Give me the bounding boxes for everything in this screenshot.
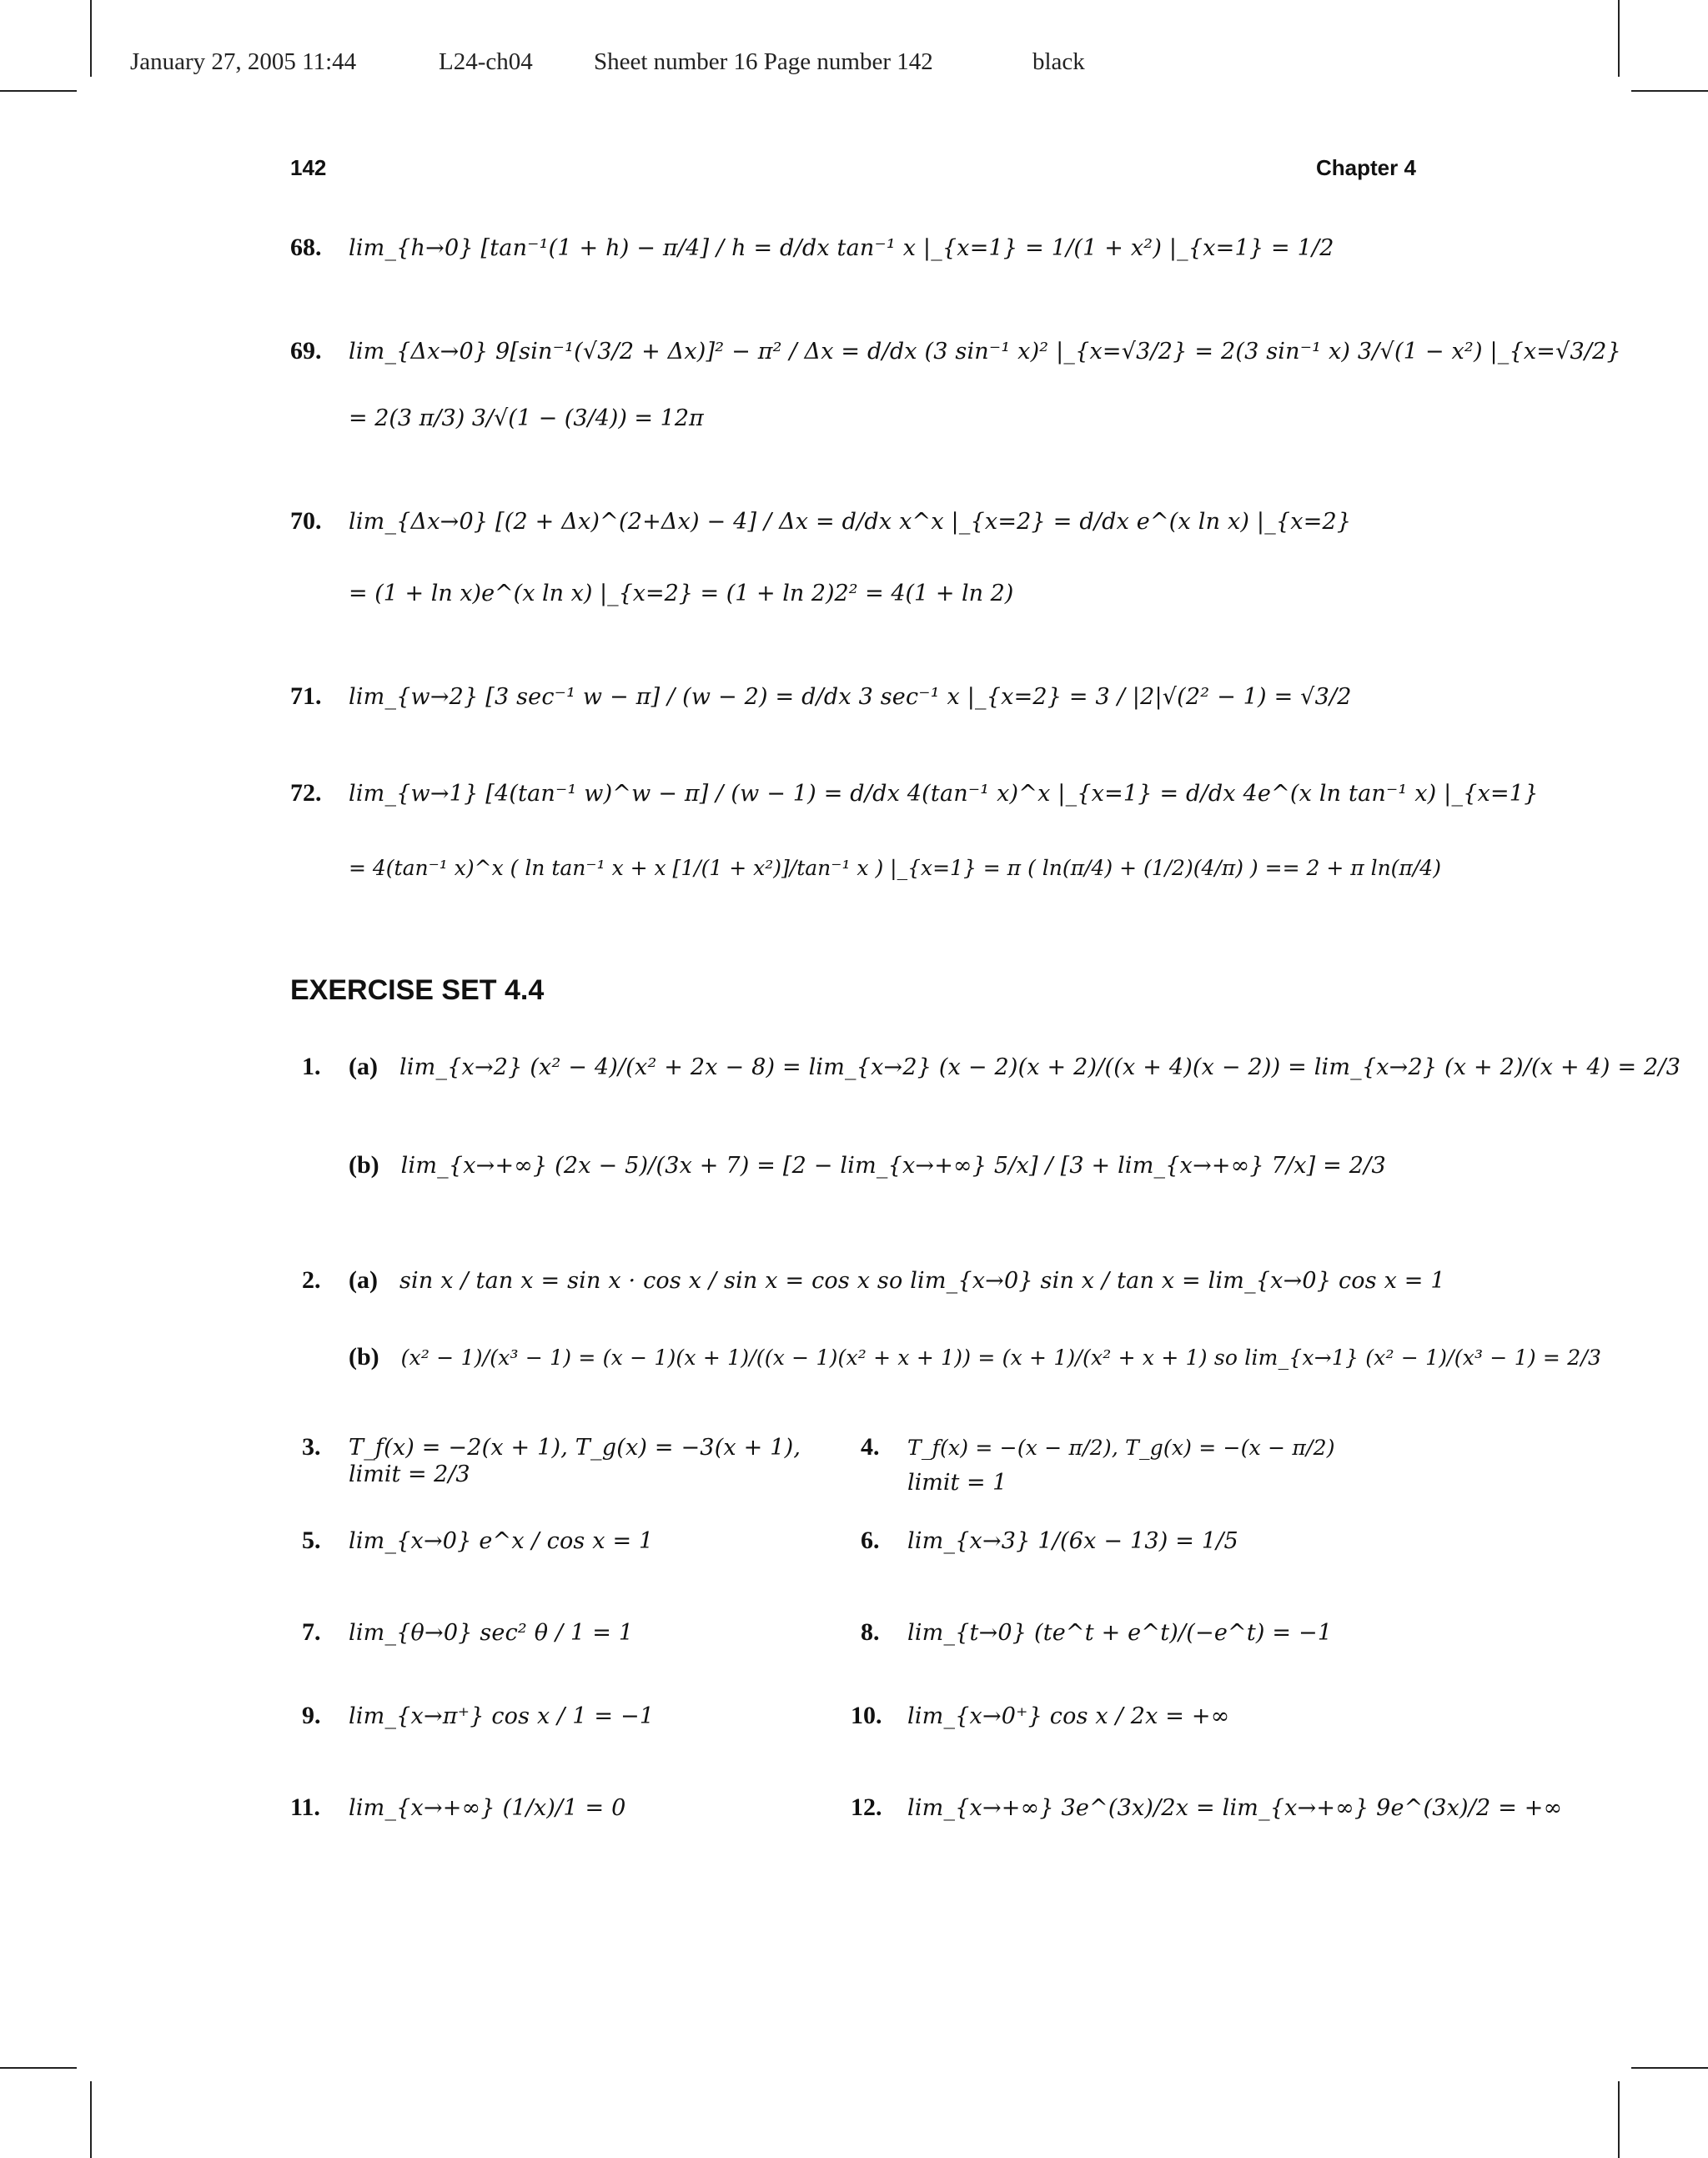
crop-mark	[1631, 2067, 1708, 2069]
exercise-expression: lim_{x→+∞} (1/x)/1 = 0	[349, 1794, 626, 1821]
problem-number: 72.	[290, 779, 322, 807]
exercise-number: 8.	[861, 1618, 880, 1646]
exercise-11	[290, 1793, 626, 1822]
exercise-6	[861, 1527, 1238, 1555]
page-number: 142	[290, 155, 327, 180]
exercise-expression: T_f(x) = −2(x + 1), T_g(x) = −3(x + 1),	[349, 1434, 801, 1461]
crop-mark	[1631, 90, 1708, 92]
exercise-5	[302, 1527, 653, 1555]
exercise-expression: lim_{x→+∞} (2x − 5)/(3x + 7) = [2 − lim_{x→+∞} 5/x] / [3 + lim_{x→+∞} 7/x] = 2/3	[400, 1152, 1386, 1179]
exercise-number: 4.	[861, 1433, 880, 1461]
exercise-3-continuation: limit = 2/3	[349, 1461, 470, 1487]
exercise-expression: lim_{x→π⁺} cos x / 1 = −1	[349, 1703, 655, 1729]
part-label: (a)	[349, 1053, 378, 1080]
exercise-number: 7.	[302, 1618, 321, 1646]
crop-mark	[1618, 0, 1620, 77]
problem-71	[290, 682, 1352, 711]
exercise-expression: sin x / tan x = sin x · cos x / sin x = cos x so lim_{x→0} sin x / tan x = lim_{x→0} cos x = 1	[399, 1267, 1445, 1294]
part-label: (b)	[349, 1151, 379, 1179]
problem-68	[290, 234, 1334, 262]
exercise-12	[851, 1793, 1562, 1822]
crop-mark	[0, 2067, 77, 2069]
problem-number: 68.	[290, 234, 322, 261]
exercise-4-continuation: limit = 1	[907, 1470, 1007, 1496]
exercise-10	[851, 1702, 1229, 1730]
exercise-expression: T_f(x) = −(x − π/2), T_g(x) = −(x − π/2)	[907, 1435, 1335, 1460]
exercise-expression: lim_{x→3} 1/(6x − 13) = 1/5	[907, 1527, 1238, 1554]
exercise-expression: lim_{x→0} e^x / cos x = 1	[349, 1527, 654, 1554]
problem-expression: lim_{h→0} [tan⁻¹(1 + h) − π/4] / h = d/dx tan⁻¹ x |_{x=1} = 1/(1 + x²) |_{x=1} = 1/2	[349, 234, 1334, 261]
problem-number: 69.	[290, 337, 322, 365]
problem-69	[290, 337, 1621, 365]
exercise-number: 2.	[302, 1266, 321, 1294]
slug-color: black	[1032, 48, 1085, 75]
exercise-expression: lim_{x→+∞} 3e^(3x)/2x = lim_{x→+∞} 9e^(3x)/2 = +∞	[907, 1794, 1563, 1821]
exercise-number: 11.	[290, 1793, 320, 1821]
problem-expression: lim_{w→2} [3 sec⁻¹ w − π] / (w − 2) = d/dx 3 sec⁻¹ x |_{x=2} = 3 / |2|√(2² − 1) = √3/2	[349, 683, 1352, 710]
exercise-number: 5.	[302, 1527, 321, 1554]
exercise-7	[302, 1618, 633, 1647]
problem-69-continuation: = 2(3 π/3) 3/√(1 − (3/4)) = 12π	[349, 405, 704, 431]
exercise-2b	[349, 1343, 1601, 1371]
problem-72	[290, 779, 1539, 807]
problem-72-continuation: = 4(tan⁻¹ x)^x ( ln tan⁻¹ x + x [1/(1 + x²)]/tan⁻¹ x ) |_{x=1} = π ( ln(π/4) + (1/2)(4/π) ) == 2 + π ln(π/4)	[349, 856, 1441, 880]
crop-mark	[0, 90, 77, 92]
exercise-number: 6.	[861, 1527, 880, 1554]
section-title: EXERCISE SET 4.4	[290, 974, 545, 1006]
exercise-2a	[302, 1266, 1445, 1295]
crop-mark	[1618, 2081, 1620, 2158]
slug-file: L24-ch04	[439, 48, 533, 75]
exercise-1b	[349, 1151, 1386, 1180]
crop-mark	[90, 0, 92, 77]
problem-expression: lim_{w→1} [4(tan⁻¹ w)^w − π] / (w − 1) = d/dx 4(tan⁻¹ x)^x |_{x=1} = d/dx 4e^(x ln tan⁻¹ x) |_{x=1}	[349, 780, 1539, 807]
problem-expression: lim_{Δx→0} [(2 + Δx)^(2+Δx) − 4] / Δx = d/dx x^x |_{x=2} = d/dx e^(x ln x) |_{x=2}	[349, 508, 1352, 535]
exercise-expression: (x² − 1)/(x³ − 1) = (x − 1)(x + 1)/((x − 1)(x² + x + 1)) = (x + 1)/(x² + x + 1) so lim_{x→1} (x² − 1)/(x³ − 1) = 2/3	[400, 1345, 1602, 1370]
exercise-expression: lim_{t→0} (te^t + e^t)/(−e^t) = −1	[907, 1619, 1333, 1646]
exercise-number: 12.	[851, 1793, 882, 1821]
problem-70-continuation: = (1 + ln x)e^(x ln x) |_{x=2} = (1 + ln 2)2² = 4(1 + ln 2)	[349, 581, 1014, 606]
exercise-3	[302, 1433, 801, 1461]
exercise-4	[861, 1433, 1335, 1461]
exercise-number: 3.	[302, 1433, 321, 1461]
slug-date: January 27, 2005 11:44	[130, 48, 357, 75]
exercise-number: 1.	[302, 1053, 321, 1080]
slug-sheet: Sheet number 16 Page number 142	[594, 48, 933, 75]
exercise-9	[302, 1702, 654, 1730]
exercise-number: 9.	[302, 1702, 321, 1729]
chapter-label: Chapter 4	[1316, 155, 1416, 180]
problem-70	[290, 507, 1351, 536]
exercise-expression: lim_{x→0⁺} cos x / 2x = +∞	[907, 1703, 1230, 1729]
exercise-expression: lim_{θ→0} sec² θ / 1 = 1	[349, 1619, 634, 1646]
problem-number: 71.	[290, 682, 322, 710]
part-label: (b)	[349, 1343, 379, 1371]
part-label: (a)	[349, 1266, 378, 1294]
exercise-number: 10.	[851, 1702, 882, 1729]
exercise-expression: lim_{x→2} (x² − 4)/(x² + 2x − 8) = lim_{x→2} (x − 2)(x + 2)/((x + 4)(x − 2)) = lim_{x→2} (x + 2)/(x + 4) = 2/3	[399, 1054, 1681, 1080]
crop-mark	[90, 2081, 92, 2158]
problem-number: 70.	[290, 507, 322, 535]
problem-expression: lim_{Δx→0} 9[sin⁻¹(√3/2 + Δx)]² − π² / Δx = d/dx (3 sin⁻¹ x)² |_{x=√3/2} = 2(3 sin⁻¹ x) 3/√(1 − x²) |_{x=√3/2}	[349, 338, 1621, 365]
exercise-8	[861, 1618, 1332, 1647]
exercise-1a	[302, 1053, 1680, 1081]
